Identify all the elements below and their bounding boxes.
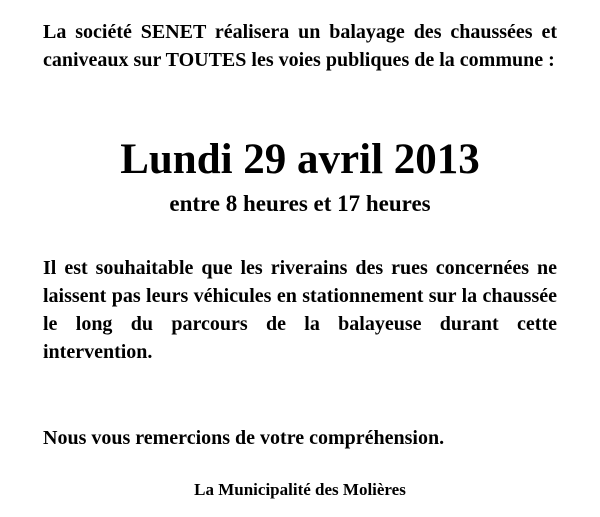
intro-paragraph: La société SENET réalisera un balayage des chaussées et caniveaux sur TOUTES les voies publiques de la commune : <box>43 21 557 71</box>
thanks-paragraph: Nous vous remercions de votre compréhension. <box>43 427 445 449</box>
signature-line: La Municipalité des Molières <box>194 480 406 499</box>
event-hours: entre 8 heures et 17 heures <box>169 191 431 216</box>
request-paragraph: Il est souhaitable que les riverains des rues concernées ne laissent pas leurs véhicules en stationnement sur la chaussée le long du parcours de la balayeuse durant cette intervention. <box>43 257 557 363</box>
event-date-heading: Lundi 29 avril 2013 <box>120 136 480 183</box>
